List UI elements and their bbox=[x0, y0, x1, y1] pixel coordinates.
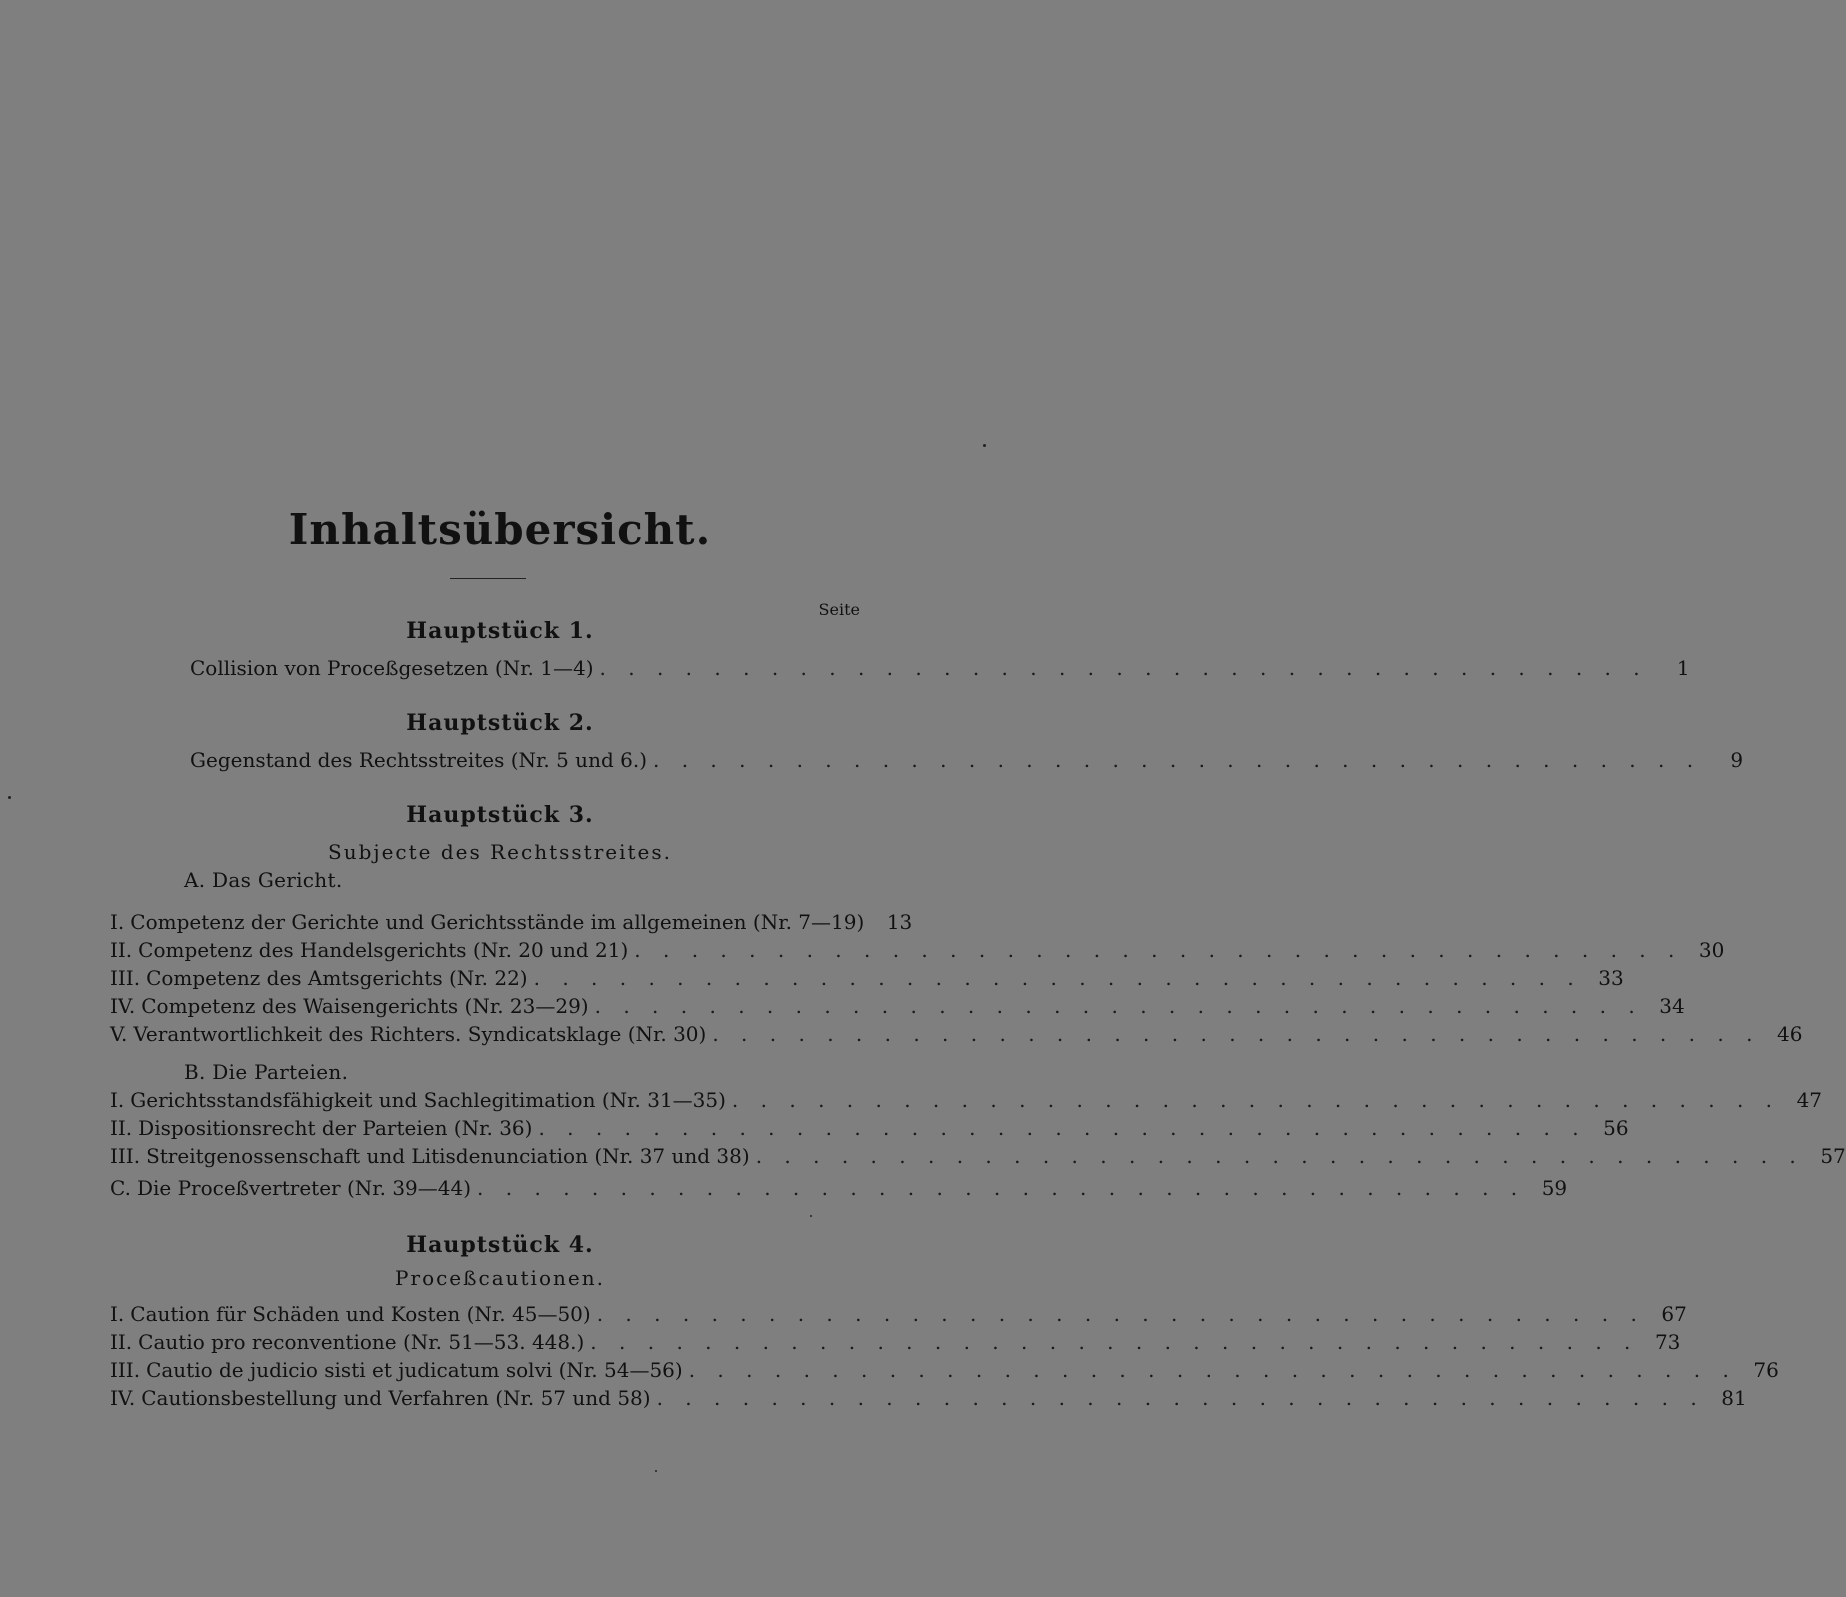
toc-entry[interactable] bbox=[110, 994, 1685, 1018]
chapter-4-subtitle: Proceßcautionen. bbox=[395, 1266, 605, 1290]
toc-entry-number: II. bbox=[110, 1116, 133, 1140]
toc-entry-page: 34 bbox=[1659, 994, 1685, 1018]
chapter-1-heading: Hauptstück 1. bbox=[406, 618, 594, 644]
dot-leader: . . . . . . . . . . . . . . . . . . . . . . . . . . . . . . . . . . . . . bbox=[477, 1176, 1526, 1200]
toc-entry-page: 59 bbox=[1541, 1176, 1568, 1200]
toc-entry-number: I. bbox=[110, 910, 125, 934]
toc-entry-text: Cautio pro reconventione (Nr. 51—53. 448.) bbox=[138, 1330, 585, 1354]
toc-entry-text: Cautio de judicio sisti et judicatum solvi (Nr. 54—56) bbox=[146, 1358, 683, 1382]
toc-entry-number: II. bbox=[110, 938, 133, 962]
toc-entry-text: Competenz der Gerichte und Gerichtsstände im allgemeinen (Nr. 7—19) bbox=[130, 910, 865, 934]
toc-entry[interactable] bbox=[110, 1302, 1687, 1326]
toc-entry-number: IV. bbox=[110, 994, 136, 1018]
toc-entry-text: Verantwortlichkeit des Richters. Syndicatsklage (Nr. 30) bbox=[133, 1022, 707, 1046]
title-divider bbox=[450, 578, 526, 579]
dot-leader: . . . . . . . . . . . . . . . . . . . . . . . . . . . . . . . . . . . . . bbox=[653, 748, 1702, 772]
dot-leader: . . . . . . . . . . . . . . . . . . . . . . . . . . . . . . . . . . . . . bbox=[755, 1144, 1804, 1168]
toc-entry-page: 81 bbox=[1721, 1386, 1747, 1410]
toc-entry-text: Collision von Proceßgesetzen (Nr. 1—4) bbox=[190, 656, 594, 680]
dot-leader: . . . . . . . . . . . . . . . . . . . . . . . . . . . . . . . . . . . . . bbox=[596, 1302, 1645, 1326]
dot-leader: . . . . . . . . . . . . . . . . . . . . . . . . . . . . . . . . . . . . . bbox=[688, 1358, 1737, 1382]
scan-speck bbox=[655, 1470, 657, 1472]
toc-entry[interactable] bbox=[110, 1116, 1629, 1140]
toc-entry[interactable] bbox=[110, 938, 1725, 962]
toc-entry-text: Die Proceßvertreter (Nr. 39—44) bbox=[136, 1176, 472, 1200]
dot-leader: . . . . . . . . . . . . . . . . . . . . . . . . . . . . . . . . . . . . . bbox=[731, 1088, 1781, 1112]
toc-entry-page: 13 bbox=[886, 910, 913, 934]
dot-leader: . . . . . . . . . . . . . . . . . . . . . . . . . . . . . . . . . . . . . bbox=[634, 938, 1683, 962]
toc-entry[interactable] bbox=[110, 1386, 1747, 1410]
toc-entry-page: 33 bbox=[1598, 966, 1624, 990]
dot-leader: . . . . . . . . . . . . . . . . . . . . . . . . . . . . . . . . . . . . . bbox=[656, 1386, 1705, 1410]
toc-entry-text: Gerichtsstandsfähigkeit und Sachlegitimation (Nr. 31—35) bbox=[130, 1088, 726, 1112]
chapter-3-subtitle: Subjecte des Rechtsstreites. bbox=[328, 840, 672, 864]
toc-entry[interactable] bbox=[110, 966, 1624, 990]
toc-entry-text: Competenz des Waisengerichts (Nr. 23—29) bbox=[141, 994, 589, 1018]
scan-speck bbox=[8, 796, 11, 799]
toc-entry-text: Gegenstand des Rechtsstreites (Nr. 5 und 6.) bbox=[190, 748, 647, 772]
toc-entry[interactable] bbox=[190, 656, 1690, 680]
toc-entry-number: V. bbox=[110, 1022, 128, 1046]
toc-entry-number: I. bbox=[110, 1302, 125, 1326]
toc-entry-page: 47 bbox=[1796, 1088, 1823, 1112]
toc-entry-text: Streitgenossenschaft und Litisdenunciation (Nr. 37 und 38) bbox=[146, 1144, 750, 1168]
toc-entry[interactable] bbox=[110, 1144, 1846, 1168]
dot-leader: . . . . . . . . . . . . . . . . . . . . . . . . . . . . . . . . . . . . . bbox=[599, 656, 1648, 680]
toc-entry-text: Cautionsbestellung und Verfahren (Nr. 57 und 58) bbox=[141, 1386, 651, 1410]
toc-entry-page: 46 bbox=[1776, 1022, 1803, 1046]
toc-entry[interactable] bbox=[190, 748, 1744, 772]
dot-leader: . . . . . . . . . . . . . . . . . . . . . . . . . . . . . . . . . . . . . bbox=[590, 1330, 1639, 1354]
section-b-label: B. Die Parteien. bbox=[184, 1060, 349, 1084]
dot-leader: . . . . . . . . . . . . . . . . . . . . . . . . . . . . . . . . . . . . . bbox=[594, 994, 1643, 1018]
toc-entry[interactable] bbox=[110, 910, 913, 934]
toc-entry-number: IV. bbox=[110, 1386, 136, 1410]
toc-entry-text: Caution für Schäden und Kosten (Nr. 45—50) bbox=[130, 1302, 591, 1326]
toc-entry[interactable] bbox=[110, 1330, 1681, 1354]
chapter-2-heading: Hauptstück 2. bbox=[406, 710, 594, 736]
toc-entry-page: 30 bbox=[1698, 938, 1725, 962]
scan-speck bbox=[983, 444, 986, 447]
toc-entry[interactable] bbox=[110, 1088, 1823, 1112]
dot-leader: . . . . . . . . . . . . . . . . . . . . . . . . . . . . . . . . . . . . . bbox=[712, 1022, 1761, 1046]
toc-entry-page: 67 bbox=[1661, 1302, 1687, 1326]
section-a-label: A. Das Gericht. bbox=[184, 868, 343, 892]
toc-entry-number: C. bbox=[110, 1176, 131, 1200]
toc-entry-number: II. bbox=[110, 1330, 133, 1354]
toc-entry-text: Competenz des Amtsgerichts (Nr. 22) bbox=[146, 966, 528, 990]
toc-entry-page: 56 bbox=[1603, 1116, 1629, 1140]
page-title: Inhaltsübersicht. bbox=[288, 505, 712, 554]
toc-entry-page: 57 bbox=[1820, 1144, 1846, 1168]
scan-speck bbox=[810, 1215, 812, 1217]
chapter-4-heading: Hauptstück 4. bbox=[406, 1232, 594, 1258]
toc-entry-text: Dispositionsrecht der Parteien (Nr. 36) bbox=[138, 1116, 533, 1140]
toc-entry-text: Competenz des Handelsgerichts (Nr. 20 und 21) bbox=[138, 938, 629, 962]
toc-entry[interactable] bbox=[110, 1022, 1803, 1046]
toc-entry-number: I. bbox=[110, 1088, 125, 1112]
dot-leader: . . . . . . . . . . . . . . . . . . . . . . . . . . . . . . . . . . . . . bbox=[538, 1116, 1587, 1140]
toc-entry-number: III. bbox=[110, 1144, 141, 1168]
toc-entry-page: 76 bbox=[1753, 1358, 1779, 1382]
toc-entry[interactable] bbox=[110, 1358, 1779, 1382]
dot-leader: . . . . . . . . . . . . . . . . . . . . . . . . . . . . . . . . . . . . . bbox=[533, 966, 1582, 990]
toc-entry-number: III. bbox=[110, 966, 141, 990]
chapter-3-heading: Hauptstück 3. bbox=[406, 802, 594, 828]
toc-entry-number: III. bbox=[110, 1358, 141, 1382]
toc-entry-page: 73 bbox=[1654, 1330, 1681, 1354]
toc-entry[interactable] bbox=[110, 1176, 1568, 1200]
toc-entry-page: 9 bbox=[1730, 748, 1744, 772]
page-column-label: Seite bbox=[818, 600, 860, 619]
toc-entry-page: 1 bbox=[1676, 656, 1690, 680]
